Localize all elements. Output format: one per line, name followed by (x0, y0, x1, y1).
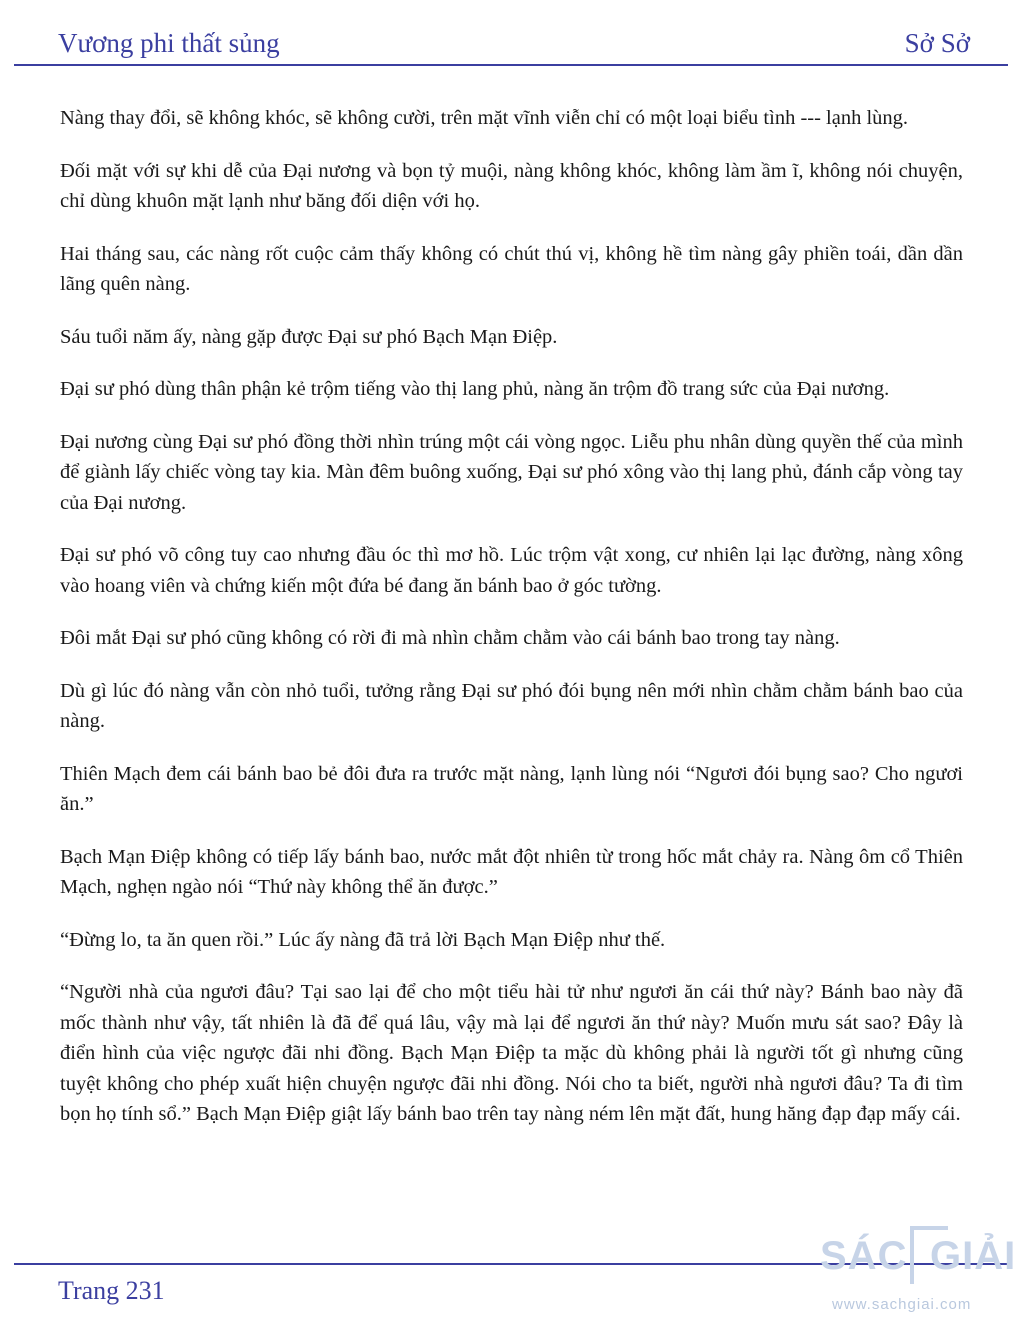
watermark-logo (820, 1226, 1020, 1294)
paragraph: Đại sư phó võ công tuy cao nhưng đầu óc thì mơ hồ. Lúc trộm vật xong, cư nhiên lại lạc đường, nàng xông vào hoang viên và chứng kiến một đứa bé đang ăn bánh bao ở góc tường. (60, 544, 963, 597)
paragraph: Đại nương cùng Đại sư phó đồng thời nhìn trúng một cái vòng ngọc. Liễu phu nhân dùng quyền thế của mình để giành lấy chiếc vòng tay kia. Màn đêm buông xuống, Đại sư phó xông vào thị lang phủ, đánh cắp vòng tay của Đại nương. (60, 430, 963, 514)
watermark-logo-left: SÁC (820, 1234, 908, 1278)
paragraph: Đại sư phó dùng thân phận kẻ trộm tiếng vào thị lang phủ, nàng ăn trộm đồ trang sức của Đại nương. (60, 378, 890, 400)
watermark-logo-right: GIẢI (930, 1234, 1017, 1278)
paragraph: Thiên Mạch đem cái bánh bao bẻ đôi đưa ra trước mặt nàng, lạnh lùng nói “Ngươi đói bụng sao? Cho ngươi ăn.” (60, 762, 963, 815)
paragraph: Sáu tuổi năm ấy, nàng gặp được Đại sư phó Bạch Mạn Điệp. (60, 325, 558, 348)
paragraph: Dù gì lúc đó nàng vẫn còn nhỏ tuổi, tưởng rằng Đại sư phó đói bụng nên mới nhìn chằm chằm bánh bao của nàng. (60, 679, 963, 732)
paragraph: Bạch Mạn Điệp không có tiếp lấy bánh bao, nước mắt đột nhiên từ trong hốc mắt chảy ra. Nàng ôm cổ Thiên Mạch, nghẹn ngào nói “Thứ này không thể ăn được.” (60, 845, 963, 898)
author-name: Sở Sở (904, 28, 970, 58)
watermark-url: www.sachgiai.com (832, 1296, 972, 1313)
paragraph: Đôi mắt Đại sư phó cũng không có rời đi mà nhìn chằm chằm vào cái bánh bao trong tay nàng. (60, 627, 840, 649)
page-body (60, 103, 963, 1152)
paragraph: “Đừng lo, ta ăn quen rồi.” Lúc ấy nàng đã trả lời Bạch Mạn Điệp như thế. (60, 928, 666, 951)
header-divider (14, 64, 1008, 66)
paragraph: Đối mặt với sự khi dễ của Đại nương và bọn tỷ muội, nàng không khóc, không làm ầm ĩ, không nói chuyện, chỉ dùng khuôn mặt lạnh như băng đối diện với họ. (60, 159, 963, 212)
paragraph: “Người nhà của ngươi đâu? Tại sao lại để cho một tiểu hài tử như ngươi ăn cái thứ này? Bánh bao này đã mốc thành như vậy, tất nhiên là đã để quá lâu, vậy mà lại để ngươi ăn thứ này? Muốn mưu sát sao? Đây là điển hình của việc ngược đãi nhi đồng. Bạch Mạn Điệp ta mặc dù không phải là người tốt gì nhưng cũng tuyệt không cho phép xuất hiện chuyện ngược đãi nhi đồng. Nói cho ta biết, người nhà ngươi đâu? Ta đi tìm bọn họ tính sổ.” Bạch Mạn Điệp giật lấy bánh bao trên tay nàng ném lên mặt đất, hung hăng đạp đạp mấy cái. (60, 981, 963, 1125)
paragraph: Nàng thay đổi, sẽ không khóc, sẽ không cười, trên mặt vĩnh viễn chỉ có một loại biểu tình --- lạnh lùng. (60, 107, 909, 129)
paragraph: Hai tháng sau, các nàng rốt cuộc cảm thấy không có chút thú vị, không hề tìm nàng gây phiền toái, dần dần lãng quên nàng. (60, 242, 963, 295)
page-number: Trang 231 (58, 1276, 165, 1305)
book-title: Vương phi thất sủng (58, 28, 280, 58)
